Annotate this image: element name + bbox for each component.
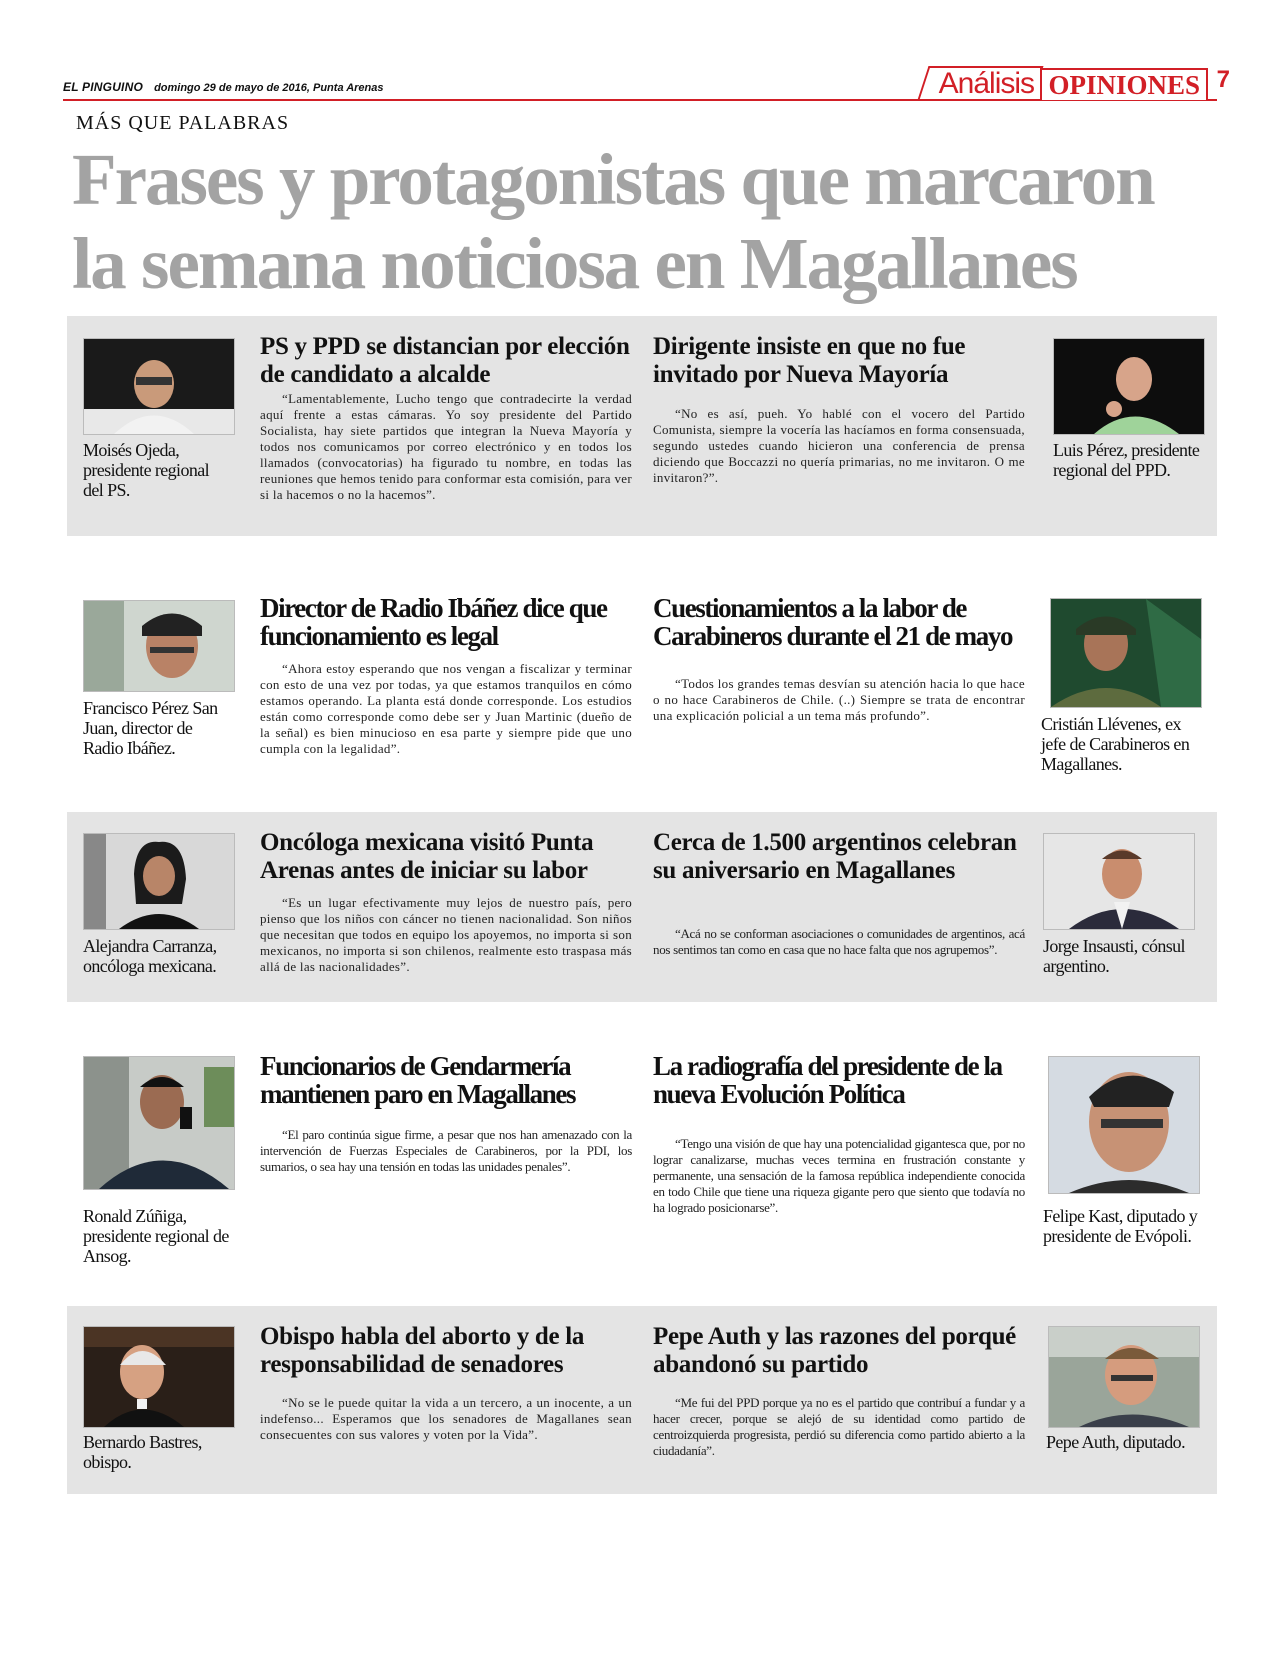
caption: Jorge Insausti, cónsul argentino. [1043,936,1185,976]
story-title: Director de Radio Ibáñez dice que funcionamiento es legal [260,593,607,651]
portrait-photo-pepe-auth [1048,1326,1200,1428]
portrait-photo-moises-ojeda [83,338,235,435]
kicker: MÁS QUE PALABRAS [76,112,290,134]
caption: Pepe Auth, diputado. [1046,1432,1185,1452]
caption: Cristián Llévenes, ex jefe de Carabineros en Magallanes. [1041,714,1190,774]
story-title: La radiografía del presidente de la nueva Evolución Política [653,1051,1002,1109]
caption: Moisés Ojeda, presidente regional del PS. [83,440,210,500]
portrait-photo-bernardo-bastres [83,1326,235,1428]
headline-line-2: la semana noticiosa en Magallanes [72,223,1077,304]
portrait-photo-ronald-zuniga [83,1056,235,1190]
story-row-1 [67,316,1217,536]
caption: Ronald Zúñiga, presidente regional de Ansog. [83,1206,229,1266]
story-quote: “Todos los grandes temas desvían su atención hacia lo que hace o no hace Carabineros de Chile. (..) Siempre se trata de encontrar una explicación policial a un tema más profundo”. [653,676,1025,723]
portrait-photo-luis-perez [1053,338,1205,435]
portrait-photo-jorge-insausti [1043,833,1195,930]
section-analisis: Análisis [918,66,1044,100]
story-quote: “No se le puede quitar la vida a un tercero, a un inocente, a un indefenso... Esperamos que los senadores de Magallanes sean consecuentes con sus valores y voten por la Vida”. [260,1395,632,1442]
portrait-photo-cristian-llevenes [1050,598,1202,708]
masthead [63,80,384,94]
story-title: Cuestionamientos a la labor de Carabineros durante el 21 de mayo [653,593,1013,651]
portrait-photo-felipe-kast [1048,1056,1200,1194]
caption: Francisco Pérez San Juan, director de Radio Ibáñez. [83,698,218,758]
story-title: PS y PPD se distancian por elección de candidato a alcalde [260,333,630,388]
story-quote: “Lamentablemente, Lucho tengo que contradecirte la verdad aquí frente a estas cámaras. Yo soy presidente del Partido Socialista, hay siete partidos que integran la Nueva Mayoría y todos nos comunicamos por correo electrónico y en todos los llamados (convocatorias) ha figurado tu nombre, en todas las reuniones que hemos tenido para conformar esta comisión, para ver si la hacemos o no la hacemos”. [260,391,632,502]
page-headline [72,138,1232,306]
caption: Luis Pérez, presidente regional del PPD. [1053,440,1200,480]
story-quote: “Me fui del PPD porque ya no es el partido que contribuí a fundar y a hacer crecer, porque se alejó de su identidad como partido de centroizquierda progresista, perdió su diferencia como partido abierto a la ciudadanía”. [653,1395,1025,1458]
caption: Bernardo Bastres, obispo. [83,1432,202,1472]
story-title: Cerca de 1.500 argentinos celebran su aniversario en Magallanes [653,829,1017,884]
story-quote: “Tengo una visión de que hay una potencialidad gigantesca que, por no lograr canalizarse, muchas veces termina en frustración constante y permanente, una sensación de la famosa república independiente conocida en todo Chile que tiene una riqueza gigante pero que siento que todavía no ha logrado posicionarse”. [653,1136,1025,1215]
portrait-photo-alejandra-carranza [83,833,235,930]
story-title: Dirigente insiste en que no fue invitado por Nueva Mayoría [653,333,966,388]
headline-line-1: Frases y protagonistas que marcaron [72,139,1154,220]
story-title: Obispo habla del aborto y de la responsabilidad de senadores [260,1323,585,1378]
story-title: Pepe Auth y las razones del porqué abandonó su partido [653,1323,1016,1378]
story-quote: “Ahora estoy esperando que nos vengan a fiscalizar y terminar con esto de una vez por todas, ya que estamos tranquilos en cómo estamos operando. La planta está donde corresponde. Los estudios están como corresponde como debe ser y Juan Martinic (dueño de la señal) es bien minucioso en esa parte y siempre pide que uno cumpla con la legalidad”. [260,661,632,756]
portrait-photo-francisco-perez [83,600,235,692]
story-title: Oncóloga mexicana visitó Punta Arenas antes de iniciar su labor [260,829,594,884]
page-number: 7 [1216,66,1230,93]
story-row-5 [67,1306,1217,1494]
story-title: Funcionarios de Gendarmería mantienen paro en Magallanes [260,1051,576,1109]
section-tag [923,68,1208,100]
story-quote: “Es un lugar efectivamente muy lejos de nuestro país, pero pienso que los niños con cáncer no tienen nacionalidad. Son niños que necesitan que todos en equipo los apoyemos, no importa si son mexicanos, no importa si son chilenos, realmente esto traspasa más allá de las nacionalidades”. [260,895,632,974]
newspaper-brand: EL PINGUINO [63,80,143,94]
caption: Alejandra Carranza, oncóloga mexicana. [83,936,217,976]
story-quote: “El paro continúa sigue firme, a pesar que nos han amenazado con la intervención de Fuerzas Especiales de Carabineros, por la PDI, los sumarios, o sea hay una tensión en todas las unidades penales”. [260,1127,632,1174]
story-quote: “No es así, pueh. Yo hablé con el vocero del Partido Comunista, siempre la vocería las hacíamos en forma consensuada, segundo ustedes cuando hicieron una conferencia de prensa diciendo que Boccazzi no quería primarias, no me invitaron. O me invitaron?”. [653,406,1025,485]
caption: Felipe Kast, diputado y presidente de Evópoli. [1043,1206,1198,1246]
story-quote: “Acá no se conforman asociaciones o comunidades de argentinos, acá nos sentimos tan como en casa que no hace falta que nos agrupemos”. [653,926,1025,957]
section-opiniones: OPINIONES [1040,68,1208,100]
date-place: domingo 29 de mayo de 2016, Punta Arenas [154,82,384,94]
